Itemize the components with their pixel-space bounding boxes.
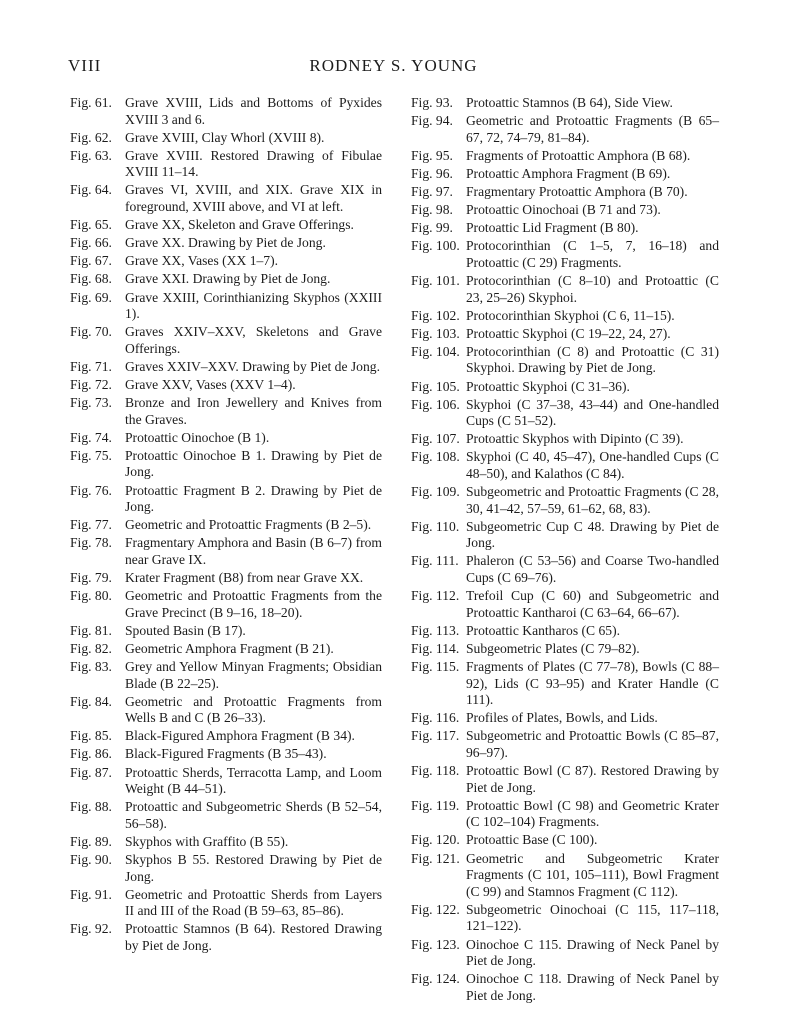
figure-number: Fig. 73. (70, 395, 112, 411)
figure-caption: Skyphoi (C 37–38, 43–44) and One-handled Cups (C 51–52). (466, 396, 719, 429)
figure-number: Fig. 110. (411, 518, 460, 534)
figure-caption: Protoattic Stamnos (B 64). Restored Drawing by Piet de Jong. (125, 921, 382, 953)
figure-caption: Protoattic Oinochoe B 1. Drawing by Piet de Jong. (125, 447, 382, 480)
figure-number: Fig. 74. (70, 429, 112, 445)
figure-number: Fig. 71. (70, 358, 112, 374)
figure-caption: Protoattic Stamnos (B 64), Side View. (466, 95, 673, 110)
figure-entry (70, 728, 382, 745)
figure-caption: Black-Figured Amphora Fragment (B 34). (125, 728, 355, 744)
figure-number: Fig. 84. (70, 693, 112, 709)
figure-caption: Subgeometric Oinochoai (C 115, 117–118, 121–122). (466, 901, 719, 934)
figure-entry (70, 130, 382, 147)
figure-entry (70, 834, 382, 851)
figure-entry (70, 765, 382, 798)
figure-number: Fig. 66. (70, 235, 112, 251)
figure-caption: Subgeometric Plates (C 79–82). (466, 640, 640, 656)
figure-entry (70, 217, 382, 234)
figure-number: Fig. 61. (70, 95, 112, 110)
figure-entry (411, 902, 719, 935)
figure-number: Fig. 68. (70, 271, 112, 287)
figure-caption: Geometric and Protoattic Fragments (B 65–67, 72, 74–79, 81–84). (466, 113, 719, 145)
figure-number: Fig. 70. (70, 324, 112, 340)
figure-entry (70, 746, 382, 763)
figure-caption: Grave XVIII, Lids and Bottoms of Pyxides XVIII 3 and 6. (125, 95, 382, 127)
figure-number: Fig. 78. (70, 535, 112, 551)
figure-number: Fig. 111. (411, 553, 459, 569)
figure-number: Fig. 93. (411, 95, 453, 110)
figure-caption: Grave XX, Skeleton and Grave Offerings. (125, 217, 354, 233)
figure-caption: Oinochoe C 115. Drawing of Neck Panel by Piet de Jong. (466, 936, 719, 969)
figure-number: Fig. 120. (411, 832, 460, 848)
figure-entry (70, 588, 382, 621)
figure-caption: Protoattic Skyphos with Dipinto (C 39). (466, 431, 684, 447)
figure-caption: Protoattic Oinochoai (B 71 and 73). (466, 202, 661, 218)
figure-caption: Protocorinthian Skyphoi (C 6, 11–15). (466, 307, 675, 323)
figure-entry (411, 851, 719, 901)
figure-number: Fig. 72. (70, 377, 112, 392)
figure-number: Fig. 117. (411, 728, 460, 744)
figure-entry (70, 448, 382, 481)
figure-entry (411, 449, 719, 482)
figure-entry (411, 763, 719, 796)
figure-caption: Grave XXIII, Corinthianizing Skyphos (XXIII 1). (125, 289, 382, 322)
figure-caption: Protoattic Skyphoi (C 19–22, 24, 27). (466, 325, 671, 341)
figure-entry (411, 220, 719, 237)
figure-caption: Protoattic Skyphoi (C 31–36). (466, 378, 630, 394)
figure-number: Fig. 69. (70, 289, 112, 305)
figure-entry (70, 235, 382, 252)
figure-caption: Protoattic Kantharos (C 65). (466, 622, 621, 638)
figure-caption: Fragmentary Protoattic Amphora (B 70). (466, 183, 688, 199)
figure-caption: Protoattic Fragment B 2. Drawing by Piet de Jong. (125, 482, 382, 515)
figure-entry (70, 694, 382, 727)
figure-entry (70, 535, 382, 568)
figure-caption: Fragments of Protoattic Amphora (B 68). (466, 147, 691, 163)
figure-caption: Skyphos B 55. Restored Drawing by Piet de Jong. (125, 852, 382, 884)
figure-entry (411, 588, 719, 621)
figure-caption: Grave XVIII, Clay Whorl (XVIII 8). (125, 129, 325, 145)
figure-caption: Protoattic Amphora Fragment (B 69). (466, 165, 671, 181)
figure-caption: Geometric and Subgeometric Krater Fragments (C 101, 105–111), Bowl Fragment (C 99) and Stamnos Fragment (C 112). (466, 850, 719, 899)
figure-number: Fig. 92. (70, 921, 112, 937)
figure-number: Fig. 121. (411, 850, 460, 866)
figure-caption: Spouted Basin (B 17). (125, 622, 246, 638)
figure-entry (70, 290, 382, 323)
figure-number: Fig. 99. (411, 220, 453, 236)
figure-caption: Protocorinthian (C 1–5, 7, 16–18) and Protoattic (C 29) Fragments. (466, 238, 719, 270)
figure-entry (411, 798, 719, 831)
figure-number: Fig. 114. (411, 640, 460, 656)
figure-entry (411, 379, 719, 396)
figure-number: Fig. 95. (411, 147, 453, 163)
figure-caption: Phaleron (C 53–56) and Coarse Two-handled Cups (C 69–76). (466, 553, 719, 586)
figure-entry (411, 484, 719, 517)
figure-number: Fig. 67. (70, 253, 112, 269)
figure-number: Fig. 82. (70, 640, 112, 656)
figure-entry (411, 273, 719, 306)
figure-number: Fig. 91. (70, 886, 112, 902)
figure-caption: Protoattic Bowl (C 98) and Geometric Krater (C 102–104) Fragments. (466, 797, 719, 830)
figure-number: Fig. 88. (70, 799, 112, 815)
figure-number: Fig. 102. (411, 307, 460, 323)
page-number: VIII (68, 56, 102, 75)
figure-caption: Grave XVIII. Restored Drawing of Fibulae XVIII 11–14. (125, 147, 382, 180)
figure-entry (70, 570, 382, 587)
figure-entry (70, 95, 382, 128)
figure-number: Fig. 103. (411, 325, 460, 341)
figure-number: Fig. 65. (70, 217, 112, 233)
figure-entry (411, 397, 719, 430)
figure-caption: Skyphos with Graffito (B 55). (125, 833, 289, 849)
figure-entry (70, 799, 382, 832)
figure-entry (70, 253, 382, 270)
figure-entry (411, 728, 719, 761)
figure-list-right-column (411, 95, 719, 1006)
figure-number: Fig. 89. (70, 833, 112, 849)
figure-number: Fig. 119. (411, 797, 460, 813)
figure-number: Fig. 106. (411, 396, 460, 412)
figure-caption: Grave XXI. Drawing by Piet de Jong. (125, 271, 331, 287)
figure-caption: Protoattic Oinochoe (B 1). (125, 429, 270, 445)
figure-entry (70, 483, 382, 516)
figure-number: Fig. 113. (411, 622, 460, 638)
figure-caption: Grey and Yellow Minyan Fragments; Obsidian Blade (B 22–25). (125, 659, 382, 691)
figure-entry (70, 623, 382, 640)
figure-caption: Subgeometric and Protoattic Bowls (C 85–87, 96–97). (466, 728, 719, 760)
figure-number: Fig. 80. (70, 588, 112, 604)
figure-entry (411, 937, 719, 970)
figure-number: Fig. 76. (70, 482, 112, 498)
figure-number: Fig. 100. (411, 238, 460, 254)
figure-caption: Black-Figured Fragments (B 35–43). (125, 746, 327, 762)
figure-entry (411, 553, 719, 586)
figure-entry (411, 95, 719, 112)
figure-entry (70, 359, 382, 376)
figure-number: Fig. 116. (411, 710, 460, 726)
figure-number: Fig. 104. (411, 343, 460, 359)
figure-entry (411, 148, 719, 165)
figure-caption: Protoattic Base (C 100). (466, 832, 598, 848)
figure-entry (70, 887, 382, 920)
figure-number: Fig. 105. (411, 378, 460, 394)
figure-number: Fig. 94. (411, 113, 453, 129)
figure-number: Fig. 63. (70, 147, 112, 163)
figure-caption: Geometric and Protoattic Fragments from Wells B and C (B 26–33). (125, 693, 382, 726)
figure-number: Fig. 81. (70, 622, 112, 638)
figure-number: Fig. 96. (411, 165, 453, 181)
figure-number: Fig. 108. (411, 449, 460, 465)
figure-number: Fig. 75. (70, 447, 112, 463)
figure-caption: Protoattic Lid Fragment (B 80). (466, 220, 639, 236)
figure-caption: Geometric and Protoattic Sherds from Layers II and III of the Road (B 59–63, 85–86). (125, 886, 382, 919)
figure-entry (70, 659, 382, 692)
figure-caption: Geometric and Protoattic Fragments (B 2–5). (125, 517, 372, 533)
figure-caption: Graves XXIV–XXV, Skeletons and Grave Offerings. (125, 324, 382, 356)
figure-entry (70, 182, 382, 215)
figure-caption: Geometric and Protoattic Fragments from the Grave Precinct (B 9–16, 18–20). (125, 588, 382, 620)
figure-entry (70, 324, 382, 357)
figure-entry (411, 623, 719, 640)
figure-entry (411, 326, 719, 343)
figure-entry (411, 308, 719, 325)
figure-caption: Subgeometric Cup C 48. Drawing by Piet de Jong. (466, 518, 719, 551)
figure-entry (70, 517, 382, 534)
figure-entry (70, 271, 382, 288)
page-header (0, 56, 787, 80)
running-title: RODNEY S. YOUNG (309, 56, 478, 75)
figure-caption: Protocorinthian (C 8–10) and Protoattic (C 23, 25–26) Skyphoi. (466, 272, 719, 305)
figure-number: Fig. 97. (411, 183, 453, 199)
figure-caption: Bronze and Iron Jewellery and Knives from the Graves. (125, 395, 382, 427)
figure-number: Fig. 62. (70, 129, 112, 145)
figure-entry (70, 641, 382, 658)
figure-number: Fig. 98. (411, 202, 453, 218)
figure-number: Fig. 87. (70, 764, 112, 780)
figure-entry (411, 519, 719, 552)
figure-caption: Protoattic and Subgeometric Sherds (B 52–54, 56–58). (125, 799, 382, 831)
figure-entry (70, 395, 382, 428)
figure-entry (411, 971, 719, 1004)
figure-entry (411, 832, 719, 849)
figure-caption: Protoattic Bowl (C 87). Restored Drawing by Piet de Jong. (466, 763, 719, 795)
figure-caption: Grave XX. Drawing by Piet de Jong. (125, 235, 326, 251)
figure-caption: Skyphoi (C 40, 45–47), One-handled Cups (C 48–50), and Kalathos (C 84). (466, 449, 719, 481)
figure-caption: Krater Fragment (B8) from near Grave XX. (125, 570, 364, 586)
figure-number: Fig. 101. (411, 272, 460, 288)
figure-caption: Graves XXIV–XXV. Drawing by Piet de Jong. (125, 358, 380, 374)
figure-entry (411, 710, 719, 727)
figure-entry (411, 641, 719, 658)
figure-entry (70, 377, 382, 394)
figure-entry (411, 344, 719, 377)
figure-list-left-column (70, 95, 382, 956)
figure-entry (70, 430, 382, 447)
figure-entry (411, 202, 719, 219)
figure-caption: Oinochoe C 118. Drawing of Neck Panel by Piet de Jong. (466, 971, 719, 1003)
figure-entry (411, 184, 719, 201)
figure-number: Fig. 124. (411, 971, 460, 987)
figure-caption: Geometric Amphora Fragment (B 21). (125, 640, 334, 656)
figure-caption: Trefoil Cup (C 60) and Subgeometric and Protoattic Kantharoi (C 63–64, 66–67). (466, 588, 719, 620)
figure-caption: Fragmentary Amphora and Basin (B 6–7) from near Grave IX. (125, 535, 382, 567)
figure-number: Fig. 86. (70, 746, 112, 762)
figure-number: Fig. 64. (70, 182, 112, 198)
figure-number: Fig. 123. (411, 936, 460, 952)
figure-entry (411, 431, 719, 448)
figure-entry (411, 238, 719, 271)
figure-entry (70, 921, 382, 954)
figure-number: Fig. 85. (70, 728, 112, 744)
figure-caption: Protocorinthian (C 8) and Protoattic (C 31) Skyphoi. Drawing by Piet de Jong. (466, 343, 719, 376)
figure-number: Fig. 118. (411, 763, 460, 779)
figure-number: Fig. 83. (70, 659, 112, 674)
figure-caption: Graves VI, XVIII, and XIX. Grave XIX in foreground, XVIII above, and VI at left. (125, 182, 382, 215)
figure-entry (411, 113, 719, 146)
figure-number: Fig. 112. (411, 588, 460, 604)
figure-number: Fig. 115. (411, 659, 460, 674)
figure-caption: Protoattic Sherds, Terracotta Lamp, and Loom Weight (B 44–51). (125, 764, 382, 797)
figure-caption: Profiles of Plates, Bowls, and Lids. (466, 710, 658, 726)
figure-number: Fig. 109. (411, 484, 460, 500)
figure-caption: Grave XX, Vases (XX 1–7). (125, 253, 279, 269)
figure-entry (411, 659, 719, 709)
figure-number: Fig. 90. (70, 852, 112, 868)
figure-caption: Fragments of Plates (C 77–78), Bowls (C 88–92), Lids (C 93–95) and Krater Handle (C 111). (466, 659, 719, 708)
figure-number: Fig. 79. (70, 570, 112, 586)
figure-number: Fig. 122. (411, 901, 460, 917)
figure-caption: Subgeometric and Protoattic Fragments (C 28, 30, 41–42, 57–59, 61–62, 68, 83). (466, 484, 719, 516)
figure-number: Fig. 77. (70, 517, 112, 533)
figure-entry (70, 148, 382, 181)
figure-entry (411, 166, 719, 183)
figure-caption: Grave XXV, Vases (XXV 1–4). (125, 377, 296, 392)
figure-entry (70, 852, 382, 885)
figure-number: Fig. 107. (411, 431, 460, 447)
